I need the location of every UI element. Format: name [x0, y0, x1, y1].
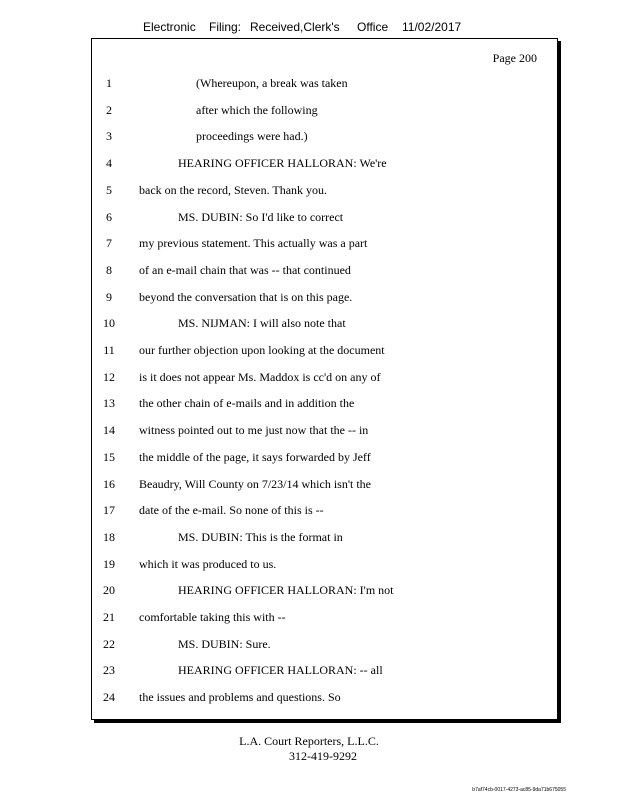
transcript-line: back on the record, Steven. Thank you.: [139, 182, 328, 197]
transcript-line: MS. DUBIN: This is the format in: [178, 529, 343, 544]
line-number: 14: [103, 423, 115, 438]
line-number: 1: [106, 76, 112, 90]
transcript-line: MS. DUBIN: Sure.: [178, 636, 271, 651]
transcript-line: of an e-mail chain that was -- that continued: [139, 262, 351, 277]
transcript-line: MS. DUBIN: So I'd like to correct: [178, 209, 344, 224]
document-hash: b7af74cb-0017-4273-ac85-9da71b675055: [472, 787, 566, 793]
line-number: 23: [103, 663, 115, 678]
header-date: 11/02/2017: [402, 20, 462, 34]
line-number: 20: [103, 583, 115, 598]
line-number: 21: [103, 610, 115, 624]
line-number: 18: [103, 529, 115, 544]
transcript-line: date of the e-mail. So none of this is --: [139, 503, 324, 518]
court-reporter-name: L.A. Court Reporters, L.L.C.: [239, 734, 379, 748]
transcript-line: beyond the conversation that is on this page.: [139, 289, 353, 304]
transcript-line: my previous statement. This actually was a part: [139, 236, 368, 251]
transcript-line: witness pointed out to me just now that the -- in: [139, 423, 369, 438]
transcript-line: the issues and problems and questions. So: [139, 690, 341, 705]
header-filing: Filing:: [209, 20, 242, 34]
line-number: 3: [106, 129, 112, 144]
header-received-clerks: Received,Clerk's: [250, 20, 340, 34]
transcript-page: [91, 38, 558, 720]
transcript-line: the middle of the page, it says forwarded by Jeff: [139, 449, 371, 464]
line-number: 9: [106, 289, 112, 304]
line-number: 2: [106, 102, 112, 117]
line-number: 10: [103, 316, 115, 331]
transcript-line: Beaudry, Will County on 7/23/14 which isn't the: [139, 476, 371, 491]
transcript-line: comfortable taking this with --: [139, 610, 286, 624]
line-number: 15: [103, 449, 115, 464]
header-office: Office: [357, 20, 389, 34]
transcript-line: MS. NIJMAN: I will also note that: [178, 316, 346, 331]
electronic-filing-header: [0, 20, 618, 36]
line-number: 4: [106, 156, 112, 171]
line-number: 8: [106, 262, 112, 277]
line-number: 5: [106, 182, 112, 197]
transcript-line: our further objection upon looking at the document: [139, 343, 385, 357]
transcript-line: is it does not appear Ms. Maddox is cc'd on any of: [139, 369, 381, 384]
transcript-line: proceedings were had.): [196, 129, 308, 144]
transcript-line: HEARING OFFICER HALLORAN: -- all: [178, 663, 383, 678]
transcript-line: (Whereupon, a break was taken: [196, 76, 348, 90]
line-number: 16: [103, 476, 115, 491]
line-number: 17: [103, 503, 115, 518]
line-number: 7: [106, 236, 112, 251]
line-number: 24: [103, 690, 115, 705]
line-number: 13: [103, 396, 115, 411]
transcript-line: HEARING OFFICER HALLORAN: We're: [178, 156, 387, 171]
page-number: Page 200: [492, 51, 537, 65]
transcript-line: which it was produced to us.: [139, 556, 277, 571]
court-reporter-phone: 312-419-9292: [289, 749, 357, 763]
line-number: 11: [103, 343, 115, 357]
line-number: 12: [103, 369, 115, 384]
line-number: 6: [106, 209, 112, 224]
transcript-line: after which the following: [196, 102, 318, 117]
line-number: 22: [103, 636, 115, 651]
transcript-line: the other chain of e-mails and in addition the: [139, 396, 355, 411]
header-electronic: Electronic: [143, 20, 196, 34]
line-number: 19: [103, 556, 115, 571]
transcript-line: HEARING OFFICER HALLORAN: I'm not: [178, 583, 394, 598]
